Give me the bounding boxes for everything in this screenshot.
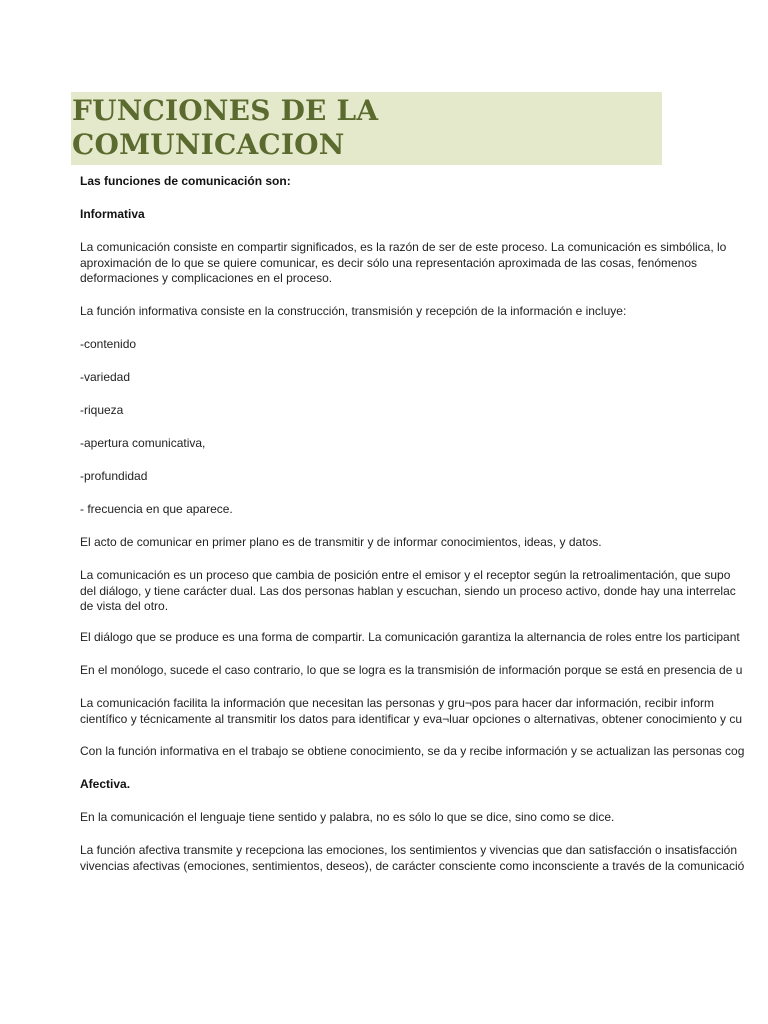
paragraph: [80, 502, 233, 518]
paragraph: [80, 696, 742, 727]
text-line: Informativa: [80, 207, 145, 221]
text-line: -apertura comunicativa,: [80, 436, 206, 450]
section-heading: [80, 207, 145, 223]
text-line: -profundidad: [80, 469, 148, 483]
text-line: Con la función informativa en el trabajo se obtiene conocimiento, se da y recibe información y se actualizan las personas cog: [80, 744, 745, 758]
text-line: de vista del otro.: [80, 599, 169, 613]
text-line: Afectiva.: [80, 777, 131, 791]
text-line: El acto de comunicar en primer plano es de transmitir y de informar conocimientos, ideas, y datos.: [80, 535, 602, 549]
paragraph: [80, 240, 726, 287]
text-line: -contenido: [80, 337, 137, 351]
paragraph: [80, 436, 205, 452]
text-line: - frecuencia en que aparece.: [80, 502, 233, 516]
text-line: El diálogo que se produce es una forma de compartir. La comunicación garantiza la alternancia de roles entre los participant: [80, 630, 740, 644]
paragraph: [80, 843, 744, 874]
paragraph: [80, 469, 147, 485]
paragraph: [80, 744, 744, 760]
title-line-2: COMUNICACION: [72, 128, 345, 161]
text-line: La función afectiva transmite y recepciona las emociones, los sentimientos y vivencias que dan satisfacción o insatisfacción: [80, 843, 738, 857]
text-line: vivencias afectivas (emociones, sentimientos, deseos), de carácter consciente como inconsciente a través de la comunicació: [80, 858, 745, 873]
text-line: del diálogo, y tiene carácter dual. Las dos personas hablan y escuchan, siendo un proceso activo, donde hay una interrelac: [80, 583, 736, 598]
text-line: La función informativa consiste en la construcción, transmisión y recepción de la información e incluye:: [80, 304, 627, 318]
text-line: La comunicación consiste en compartir significados, es la razón de ser de este proceso. La comunicación es simbólica, lo: [80, 240, 727, 254]
text-line: científico y técnicamente al transmitir los datos para identificar y eva¬luar opciones o alternativas, obtener conocimiento y cu: [80, 711, 743, 726]
text-line: -variedad: [80, 370, 131, 384]
section-heading: [80, 174, 291, 190]
paragraph: [80, 403, 123, 419]
paragraph: [80, 370, 130, 386]
text-line: -riqueza: [80, 403, 124, 417]
paragraph: [80, 810, 614, 826]
paragraph: [80, 337, 136, 353]
text-line: Las funciones de comunicación son:: [80, 174, 291, 188]
page-title: [71, 92, 662, 162]
paragraph: [80, 304, 626, 320]
text-line: deformaciones y complicaciones en el proceso.: [80, 271, 333, 285]
text-line: aproximación de lo que se quiere comunicar, es decir sólo una representación aproximada de las cosas, fenómenos: [80, 255, 698, 270]
title-line-1: FUNCIONES DE LA: [72, 94, 379, 127]
paragraph: [80, 630, 740, 646]
text-line: En el monólogo, sucede el caso contrario, lo que se logra es la transmisión de información porque se está en presencia de u: [80, 663, 743, 677]
text-line: La comunicación es un proceso que cambia de posición entre el emisor y el receptor según la retroalimentación, que supo: [80, 568, 731, 582]
text-line: En la comunicación el lenguaje tiene sentido y palabra, no es sólo lo que se dice, sino como se dice.: [80, 810, 615, 824]
title-banner: [71, 92, 662, 165]
paragraph: [80, 568, 736, 615]
text-line: La comunicación facilita la información que necesitan las personas y gru¬pos para hacer dar información, recibir inform: [80, 696, 714, 710]
section-heading: [80, 777, 130, 793]
paragraph: [80, 535, 602, 551]
paragraph: [80, 663, 742, 679]
